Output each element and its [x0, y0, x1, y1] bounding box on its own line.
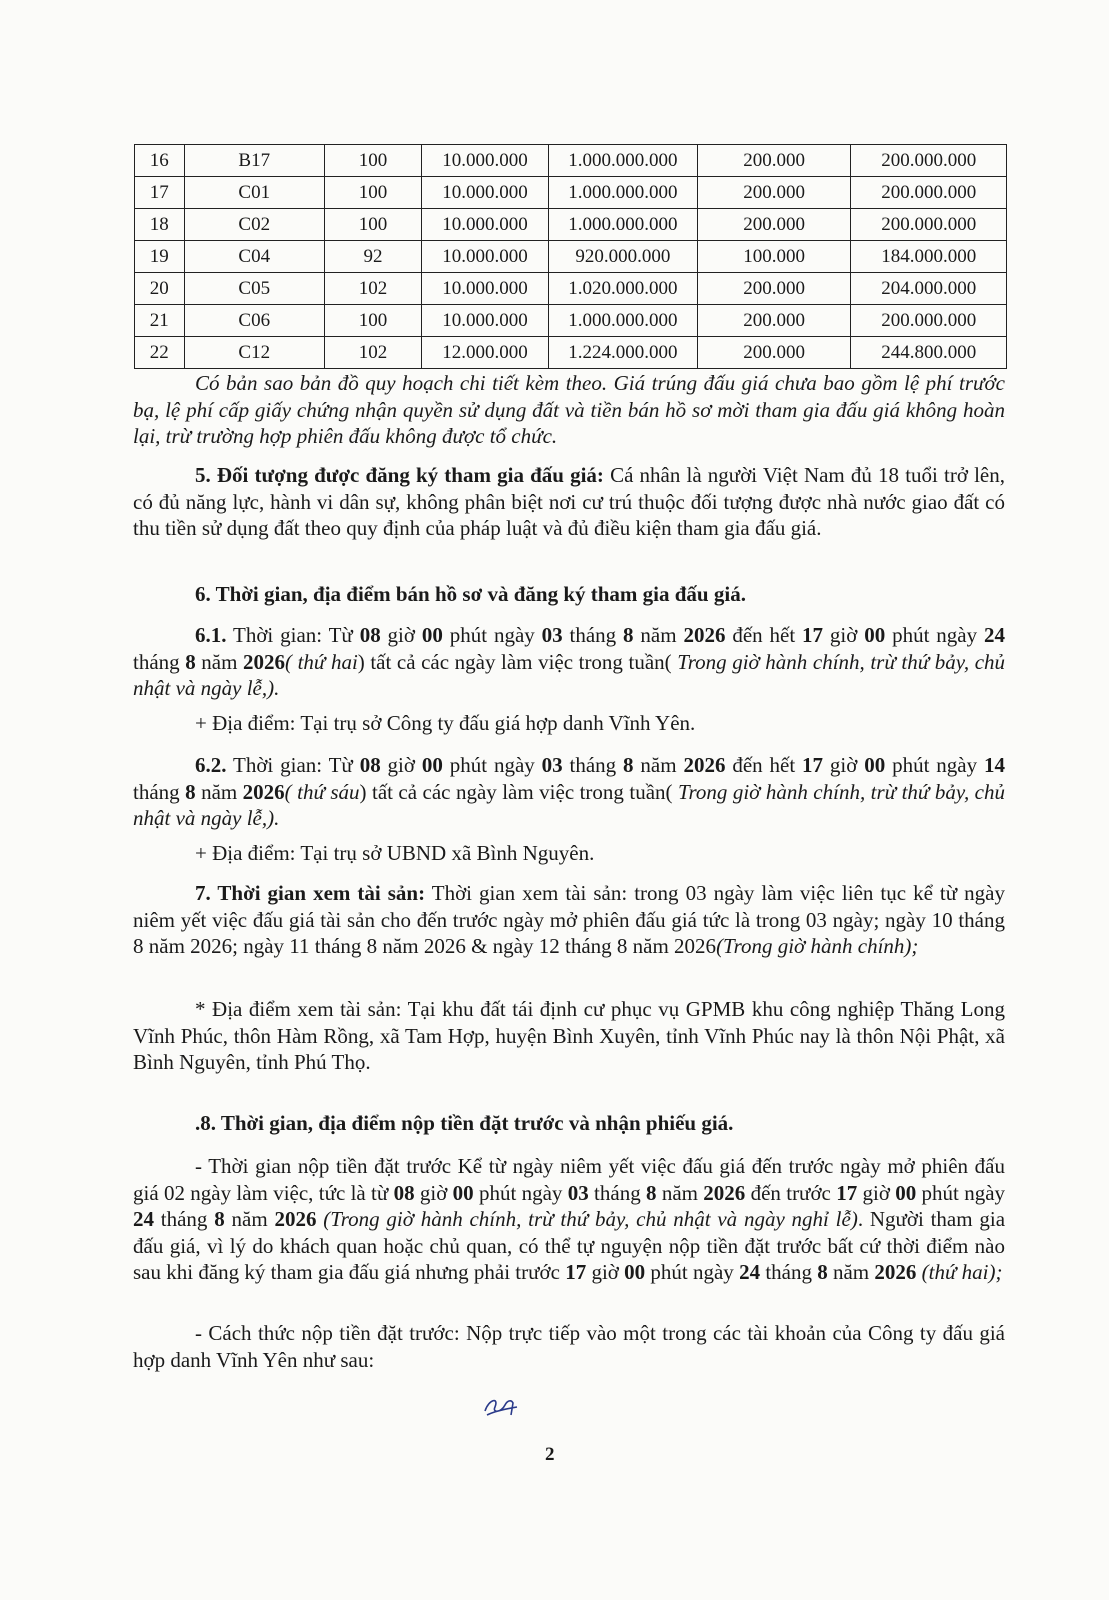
table-row — [135, 273, 1007, 305]
table-cell: 100 — [324, 177, 421, 209]
table-cell: 19 — [135, 241, 185, 273]
table-cell: 200.000.000 — [851, 305, 1007, 337]
table-row — [135, 241, 1007, 273]
table-cell: 10.000.000 — [422, 145, 549, 177]
section-6-2: 6.2. Thời gian: Từ 08 giờ 00 phút ngày 03 tháng 8 năm 2026 đến hết 17 giờ 00 phút ngày 14 tháng 8 năm 2026( thứ sáu) tất cả các ngày làm việc trong tuần( Trong giờ hành chính, trừ thứ bảy, chủ nhật và ngày lễ,). — [133, 753, 1005, 830]
section-7-place: * Địa điểm xem tài sản: Tại khu đất tái định cư phục vụ GPMB khu công nghiệp Thăng Long Vĩnh Phúc, thôn Hàm Rồng, xã Tam Hợp, huyện Bình Xuyên, tỉnh Vĩnh Phúc nay là thôn Nội Phật, xã Bình Nguyên, tỉnh Phú Thọ. — [133, 997, 1005, 1074]
table-cell: 12.000.000 — [422, 337, 549, 369]
table-cell: 1.000.000.000 — [548, 305, 697, 337]
table-cell: 1.000.000.000 — [548, 177, 697, 209]
table-cell: 184.000.000 — [851, 241, 1007, 273]
table-cell: 1.020.000.000 — [548, 273, 697, 305]
table-cell: 102 — [324, 273, 421, 305]
table-row — [135, 209, 1007, 241]
table-row — [135, 305, 1007, 337]
page-number: 2 — [545, 1444, 555, 1465]
table-cell: 16 — [135, 145, 185, 177]
table-cell: C06 — [184, 305, 324, 337]
table-cell: 10.000.000 — [422, 273, 549, 305]
table-cell: 200.000.000 — [851, 145, 1007, 177]
table-cell: C05 — [184, 273, 324, 305]
table-cell: 100 — [324, 305, 421, 337]
table-cell: 204.000.000 — [851, 273, 1007, 305]
table-cell: 10.000.000 — [422, 209, 549, 241]
table-cell: 100.000 — [697, 241, 851, 273]
signature-initial — [481, 1393, 521, 1419]
section-5 — [133, 462, 1005, 542]
table-cell: 200.000 — [697, 337, 851, 369]
table-cell: 10.000.000 — [422, 241, 549, 273]
table-cell: 200.000 — [697, 209, 851, 241]
section-6-heading: 6. Thời gian, địa điểm bán hồ sơ và đăng ký tham gia đấu giá. — [195, 582, 746, 606]
table-cell: 200.000.000 — [851, 177, 1007, 209]
section-7-hours: (Trong giờ hành chính); — [716, 934, 919, 958]
table-cell: 200.000 — [697, 177, 851, 209]
section-6-2-place: + Địa điểm: Tại trụ sở UBND xã Bình Nguyên. — [195, 841, 595, 865]
table-cell: B17 — [184, 145, 324, 177]
table-cell: 92 — [324, 241, 421, 273]
table-cell: 1.000.000.000 — [548, 145, 697, 177]
section-5-body: Cá nhân là người Việt Nam đủ 18 tuổi trở lên, có đủ năng lực, hành vi dân sự, không phân biệt nơi cư trú thuộc đối tượng được nhà nước giao đất có thu tiền sử dụng đất theo quy định của pháp luật và đủ điều kiện tham gia đấu giá. — [133, 463, 1005, 540]
table-cell: C12 — [184, 337, 324, 369]
table-cell: 10.000.000 — [422, 177, 549, 209]
section-8-deposit-time: - Thời gian nộp tiền đặt trước Kể từ ngày niêm yết việc đấu giá đến trước ngày mở phiên đấu giá 02 ngày làm việc, tức là từ 08 giờ 00 phút ngày 03 tháng 8 năm 2026 đến trước 17 giờ 00 phút ngày 24 tháng 8 năm 2026 (Trong giờ hành chính, trừ thứ bảy, chủ nhật và ngày nghỉ lễ). Người tham gia đấu giá, vì lý do khách quan hoặc chủ quan, có thể tự nguyện nộp tiền đặt trước bất cứ thời điểm nào sau khi đăng ký tham gia đấu giá nhưng phải trước 17 giờ 00 phút ngày 24 tháng 8 năm 2026 (thứ hai); — [133, 1154, 1006, 1284]
table-cell: 200.000.000 — [851, 209, 1007, 241]
table-cell: 100 — [324, 209, 421, 241]
table-row — [135, 177, 1007, 209]
table-cell: 17 — [135, 177, 185, 209]
table-cell: 22 — [135, 337, 185, 369]
table-cell: 920.000.000 — [548, 241, 697, 273]
table-cell: 1.000.000.000 — [548, 209, 697, 241]
table-row — [135, 145, 1007, 177]
table-cell: 200.000 — [697, 305, 851, 337]
table-cell: C04 — [184, 241, 324, 273]
table-cell: 18 — [135, 209, 185, 241]
section-7-heading: 7. Thời gian xem tài sản: — [195, 881, 426, 905]
table-cell: 102 — [324, 337, 421, 369]
section-6-1-hours: Trong giờ hành chính, trừ thứ bảy, chủ nhật và ngày lễ,). — [133, 649, 1006, 700]
table-cell: 100 — [324, 145, 421, 177]
table-cell: C01 — [184, 177, 324, 209]
section-8-heading: .8. Thời gian, địa điểm nộp tiền đặt trước và nhận phiếu giá. — [195, 1111, 734, 1135]
table-cell: 244.800.000 — [851, 337, 1007, 369]
section-5-heading: 5. Đối tượng được đăng ký tham gia đấu giá: — [195, 463, 604, 487]
table-row — [135, 337, 1007, 369]
section-7-body: Thời gian xem tài sản: trong 03 ngày làm việc liên tục kể từ ngày niêm yết việc đấu giá tài sản cho đến trước ngày mở phiên đấu giá tức là trong 03 ngày; ngày 10 tháng 8 năm 2026; ngày 11 tháng 8 năm 2026 & ngày 12 tháng 8 năm 2026 — [133, 881, 1005, 958]
section-8-deposit-method: - Cách thức nộp tiền đặt trước: Nộp trực tiếp vào một trong các tài khoản của Công ty đấu giá hợp danh Vĩnh Yên như sau: — [133, 1321, 1005, 1372]
section-6-1-place: + Địa điểm: Tại trụ sở Công ty đấu giá hợp danh Vĩnh Yên. — [195, 711, 696, 735]
lot-table — [134, 144, 1007, 369]
section-6-1-number: 6.1. — [195, 623, 227, 647]
section-6-2-number: 6.2. — [195, 753, 227, 777]
table-cell: 10.000.000 — [422, 305, 549, 337]
table-cell: C02 — [184, 209, 324, 241]
section-6-2-hours: Trong giờ hành chính, trừ thứ bảy, chủ nhật và ngày lễ,). — [133, 779, 1005, 830]
table-cell: 21 — [135, 305, 185, 337]
table-cell: 1.224.000.000 — [548, 337, 697, 369]
table-cell: 200.000 — [697, 145, 851, 177]
section-6-1: 6.1. Thời gian: Từ 08 giờ 00 phút ngày 03 tháng 8 năm 2026 đến hết 17 giờ 00 phút ngày 24 tháng 8 năm 2026( thứ hai) tất cả các ngày làm việc trong tuần( Trong giờ hành chính, trừ thứ bảy, chủ nhật và ngày lễ,). — [133, 623, 1006, 700]
table-cell: 20 — [135, 273, 185, 305]
table-cell: 200.000 — [697, 273, 851, 305]
section-7 — [133, 880, 1005, 960]
note-paragraph: Có bản sao bản đồ quy hoạch chi tiết kèm theo. Giá trúng đấu giá chưa bao gồm lệ phí trước bạ, lệ phí cấp giấy chứng nhận quyền sử dụng đất và tiền bán hồ sơ mời tham gia đấu giá không hoàn lại, trừ trường hợp phiên đấu không được tổ chức. — [133, 371, 1005, 448]
